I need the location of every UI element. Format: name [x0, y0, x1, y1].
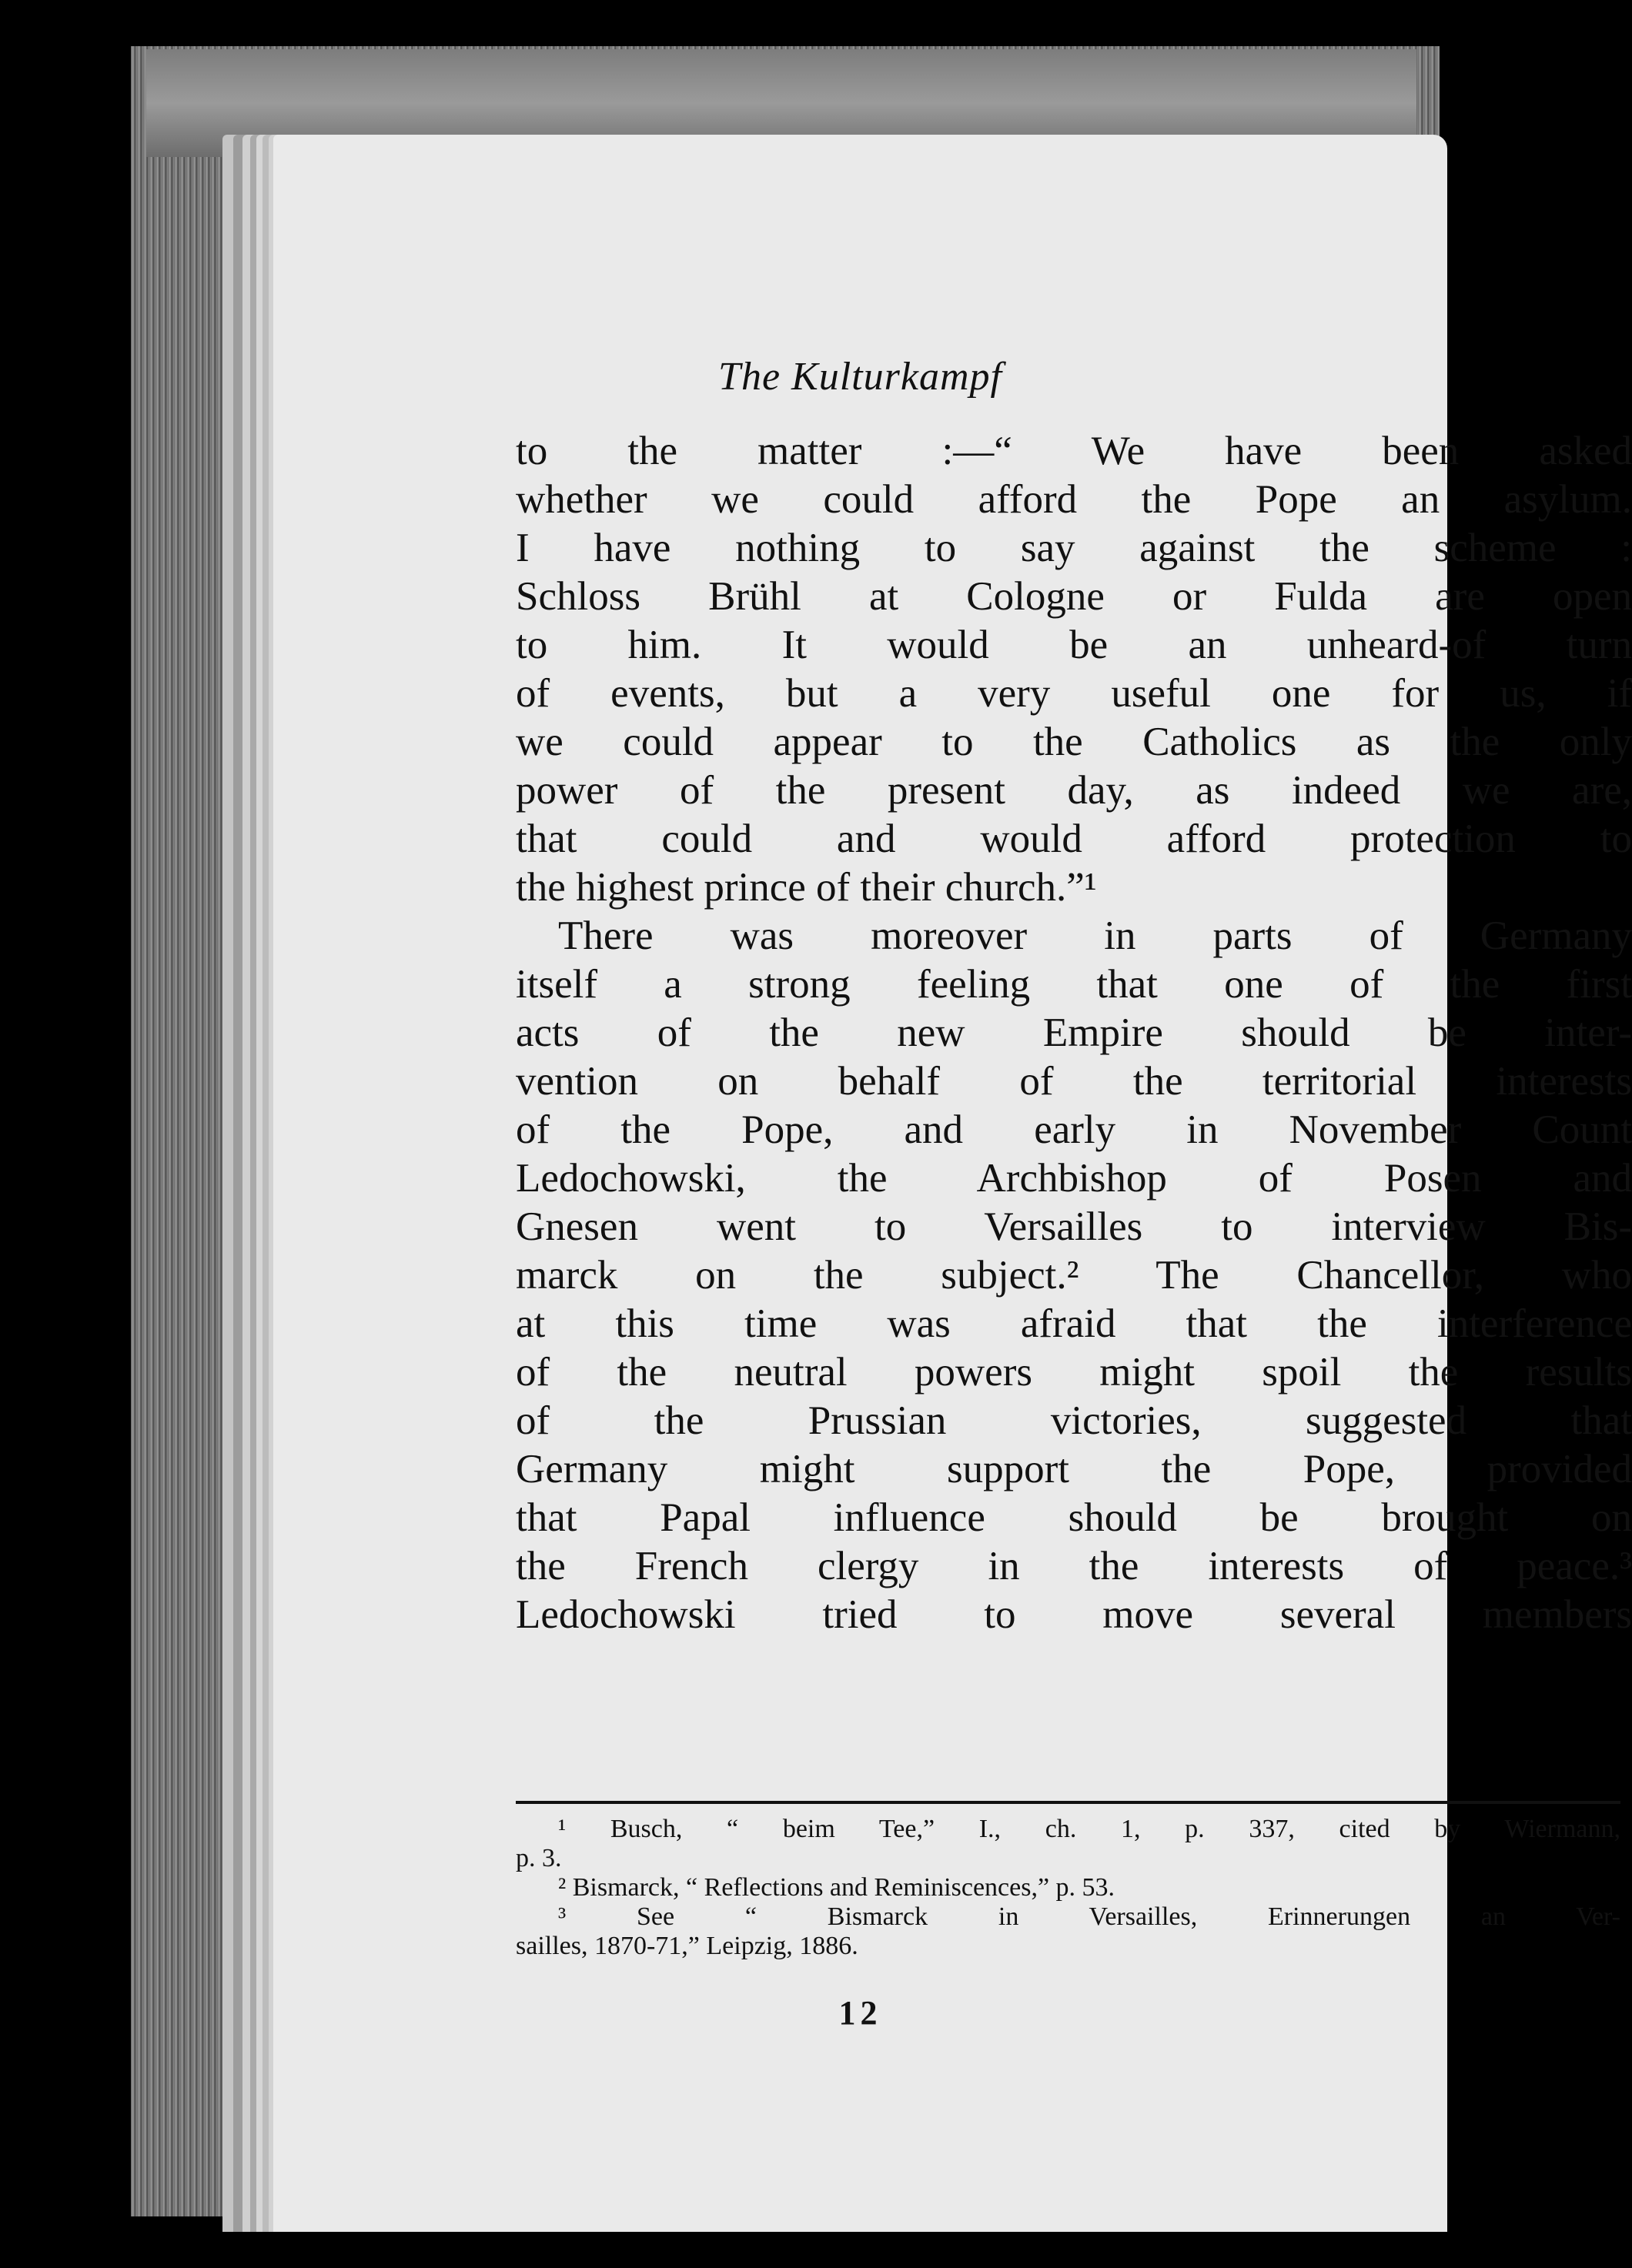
text-line: of the neutral powers might spoil the results [516, 1350, 1632, 1395]
text-line: vention on behalf of the territorial interests [516, 1059, 1632, 1104]
footnote-1: ¹ Busch, “ beim Tee,” I., ch. 1, p. 337, cited by Wiermann, [558, 1815, 1620, 1843]
text-line: of the Prussian victories, suggested that [516, 1398, 1632, 1443]
page-number: 12 [838, 1994, 882, 2032]
text-line: Ledochowski tried to move several members [516, 1592, 1632, 1637]
footnote-1-continued: p. 3. [516, 1844, 562, 1872]
footnote-rule [516, 1801, 1620, 1804]
text-line: the French clergy in the interests of peace.³ [516, 1544, 1632, 1588]
body-text [516, 427, 1632, 1639]
text-line: acts of the new Empire should be inter- [516, 1010, 1632, 1055]
text-line: the highest prince of their church.”¹ [516, 865, 1097, 910]
footnote-2: ² Bismarck, “ Reflections and Reminiscences,” p. 53. [558, 1873, 1115, 1902]
text-line-paragraph-start: There was moreover in parts of Germany [558, 914, 1632, 958]
running-head: The Kulturkampf [718, 355, 1002, 399]
text-line: whether we could afford the Pope an asylum. [516, 477, 1632, 522]
text-line: to him. It would be an unheard-of turn [516, 623, 1632, 667]
text-line: we could appear to the Catholics as the only [516, 720, 1632, 764]
book-page [273, 135, 1632, 2232]
footnote-3-continued: sailles, 1870-71,” Leipzig, 1886. [516, 1932, 858, 1960]
text-line: of the Pope, and early in November Count [516, 1107, 1632, 1152]
text-line: Germany might support the Pope, provided [516, 1447, 1632, 1491]
footnote-3: ³ See “ Bismarck in Versailles, Erinnerungen an Ver- [558, 1902, 1620, 1931]
text-line: to the matter :—“ We have been asked [516, 429, 1632, 473]
text-line: itself a strong feeling that one of the first [516, 962, 1632, 1007]
text-line: I have nothing to say against the scheme : [516, 526, 1632, 570]
text-line: Ledochowski, the Archbishop of Posen and [516, 1156, 1632, 1201]
footnotes [516, 1815, 1620, 1961]
text-line: of events, but a very useful one for us, if [516, 671, 1632, 716]
text-line: power of the present day, as indeed we are, [516, 768, 1632, 813]
text-line: marck on the subject.² The Chancellor, who [516, 1253, 1632, 1298]
text-line: Schloss Brühl at Cologne or Fulda are open [516, 574, 1632, 619]
text-line: at this time was afraid that the interference [516, 1301, 1632, 1346]
text-line: that could and would afford protection to [516, 817, 1632, 861]
text-line: Gnesen went to Versailles to interview Bis- [516, 1204, 1632, 1249]
text-line: that Papal influence should be brought on [516, 1495, 1632, 1540]
